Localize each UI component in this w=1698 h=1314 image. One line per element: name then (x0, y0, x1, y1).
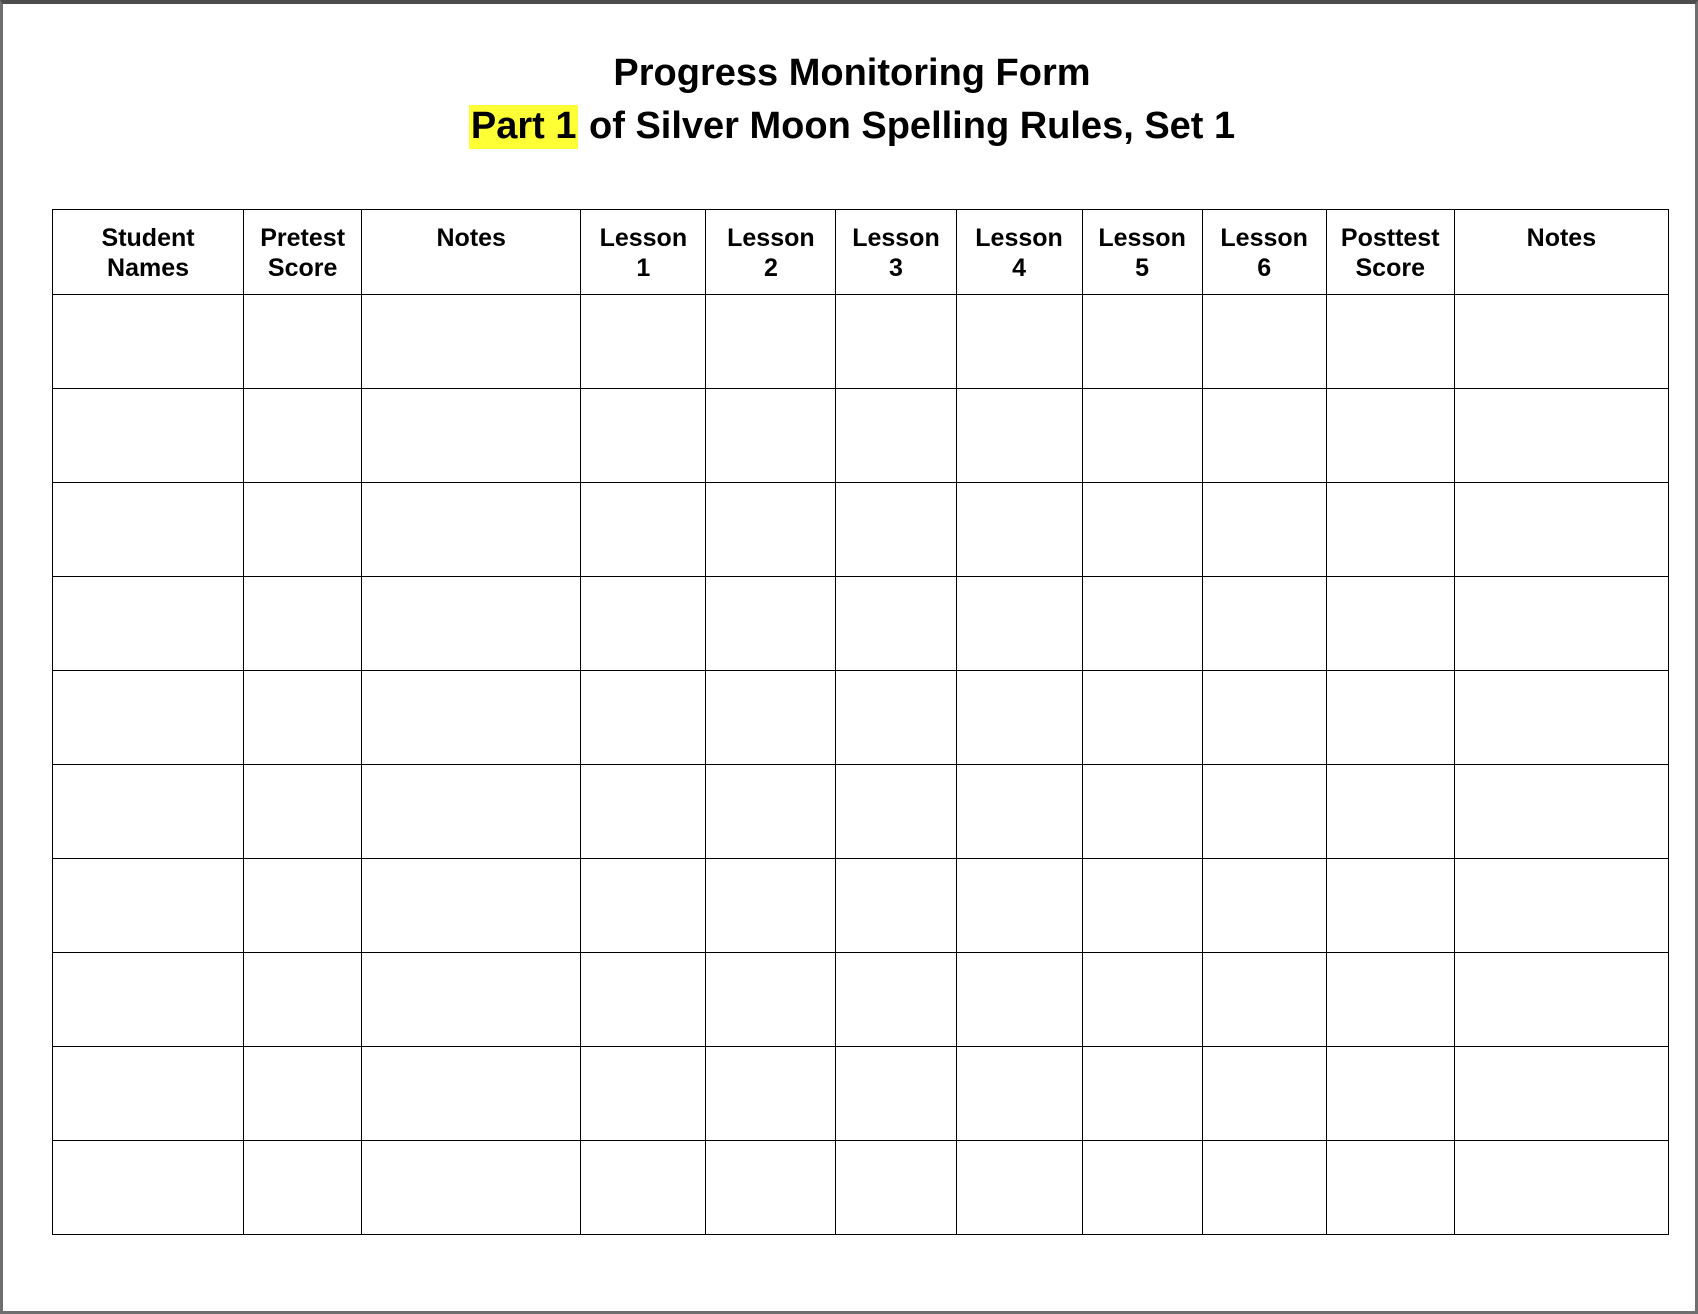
table-cell-student-names[interactable] (53, 671, 244, 765)
table-cell-lesson-2[interactable] (706, 1047, 836, 1141)
table-cell-lesson-1[interactable] (581, 577, 706, 671)
table-cell-pretest-score[interactable] (244, 1047, 362, 1141)
table-cell-posttest-score[interactable] (1326, 1141, 1454, 1235)
table-cell-posttest-score[interactable] (1326, 859, 1454, 953)
table-row (53, 859, 1669, 953)
table-cell-lesson-4[interactable] (956, 1141, 1082, 1235)
table-cell-lesson-4[interactable] (956, 389, 1082, 483)
table-cell-lesson-4[interactable] (956, 483, 1082, 577)
table-cell-lesson-1[interactable] (581, 1141, 706, 1235)
table-cell-lesson-6[interactable] (1202, 577, 1326, 671)
table-cell-lesson-5[interactable] (1082, 765, 1202, 859)
table-cell-lesson-4[interactable] (956, 1047, 1082, 1141)
table-cell-lesson-6[interactable] (1202, 1141, 1326, 1235)
column-header-text: Pretest (260, 224, 346, 252)
table-cell-lesson-5[interactable] (1082, 295, 1202, 389)
column-header-lesson-5 (1082, 210, 1202, 295)
table-cell-lesson-2[interactable] (706, 483, 836, 577)
table-cell-lesson-1[interactable] (581, 295, 706, 389)
table-cell-notes-1[interactable] (362, 1047, 581, 1141)
column-header-text: Lesson (852, 224, 940, 252)
table-cell-student-names[interactable] (53, 1047, 244, 1141)
column-header-text: Score (1355, 254, 1425, 282)
table-cell-posttest-score[interactable] (1326, 389, 1454, 483)
table-cell-posttest-score[interactable] (1326, 953, 1454, 1047)
table-row (53, 1047, 1669, 1141)
table-cell-lesson-6[interactable] (1202, 765, 1326, 859)
table-cell-lesson-6[interactable] (1202, 859, 1326, 953)
table-cell-lesson-5[interactable] (1082, 1047, 1202, 1141)
table-row (53, 1141, 1669, 1235)
table-row (53, 671, 1669, 765)
table-cell-notes-2[interactable] (1454, 765, 1668, 859)
table-cell-lesson-2[interactable] (706, 671, 836, 765)
table-cell-lesson-3[interactable] (836, 953, 956, 1047)
form-title: Progress Monitoring Form (613, 52, 1091, 94)
table-cell-lesson-5[interactable] (1082, 483, 1202, 577)
table-cell-student-names[interactable] (53, 765, 244, 859)
table-cell-notes-2[interactable] (1454, 671, 1668, 765)
table-cell-pretest-score[interactable] (244, 295, 362, 389)
column-header-student-names (53, 210, 244, 295)
table-cell-lesson-1[interactable] (581, 483, 706, 577)
column-header-text: 5 (1135, 254, 1150, 282)
table-cell-pretest-score[interactable] (244, 483, 362, 577)
table-cell-notes-2[interactable] (1454, 389, 1668, 483)
table-cell-lesson-3[interactable] (836, 483, 956, 577)
table-cell-lesson-3[interactable] (836, 389, 956, 483)
table-cell-lesson-5[interactable] (1082, 671, 1202, 765)
subtitle-rest: of Silver Moon Spelling Rules, Set 1 (578, 105, 1236, 147)
table-cell-lesson-6[interactable] (1202, 671, 1326, 765)
table-cell-pretest-score[interactable] (244, 765, 362, 859)
table-cell-lesson-3[interactable] (836, 671, 956, 765)
column-header-text: 2 (763, 254, 778, 282)
table-row (53, 483, 1669, 577)
table-cell-pretest-score[interactable] (244, 859, 362, 953)
table-row (53, 765, 1669, 859)
table-row (53, 953, 1669, 1047)
table-cell-posttest-score[interactable] (1326, 671, 1454, 765)
table-cell-posttest-score[interactable] (1326, 765, 1454, 859)
table-cell-lesson-4[interactable] (956, 671, 1082, 765)
table-cell-student-names[interactable] (53, 389, 244, 483)
table-cell-notes-1[interactable] (362, 389, 581, 483)
table-cell-notes-2[interactable] (1454, 295, 1668, 389)
table-cell-lesson-3[interactable] (836, 577, 956, 671)
table-cell-lesson-4[interactable] (956, 859, 1082, 953)
highlighted-part-label: Part 1 (470, 105, 577, 147)
table-cell-pretest-score[interactable] (244, 389, 362, 483)
column-header-lesson-4 (956, 210, 1082, 295)
table-cell-posttest-score[interactable] (1326, 1047, 1454, 1141)
table-cell-notes-1[interactable] (362, 859, 581, 953)
column-header-text: 3 (889, 254, 903, 282)
column-header-text: Lesson (1220, 224, 1308, 252)
table-cell-student-names[interactable] (53, 1141, 244, 1235)
table-cell-lesson-6[interactable] (1202, 953, 1326, 1047)
table-cell-pretest-score[interactable] (244, 577, 362, 671)
table-cell-pretest-score[interactable] (244, 1141, 362, 1235)
table-cell-notes-2[interactable] (1454, 859, 1668, 953)
table-cell-lesson-4[interactable] (956, 953, 1082, 1047)
table-cell-notes-2[interactable] (1454, 1047, 1668, 1141)
table-row (53, 389, 1669, 483)
column-header-text: Notes (1526, 224, 1597, 252)
table-cell-lesson-5[interactable] (1082, 859, 1202, 953)
table-cell-lesson-3[interactable] (836, 1047, 956, 1141)
table-cell-posttest-score[interactable] (1326, 577, 1454, 671)
table-cell-pretest-score[interactable] (244, 671, 362, 765)
table-cell-lesson-5[interactable] (1082, 953, 1202, 1047)
column-header-lesson-3 (836, 210, 956, 295)
table-cell-notes-2[interactable] (1454, 953, 1668, 1047)
table-cell-notes-2[interactable] (1454, 1141, 1668, 1235)
form-subtitle (3, 103, 1698, 149)
table-cell-student-names[interactable] (53, 859, 244, 953)
table-cell-lesson-5[interactable] (1082, 577, 1202, 671)
column-header-pretest-score (244, 210, 362, 295)
column-header-text: Lesson (975, 224, 1063, 252)
column-header-text: Student (101, 224, 195, 252)
table-cell-student-names[interactable] (53, 577, 244, 671)
table-cell-lesson-2[interactable] (706, 953, 836, 1047)
table-cell-lesson-1[interactable] (581, 671, 706, 765)
column-header-text: Names (107, 254, 190, 282)
table-cell-student-names[interactable] (53, 483, 244, 577)
table-cell-pretest-score[interactable] (244, 953, 362, 1047)
table-cell-lesson-4[interactable] (956, 765, 1082, 859)
column-header-notes-1 (362, 210, 581, 295)
table-cell-lesson-1[interactable] (581, 1047, 706, 1141)
table-cell-lesson-2[interactable] (706, 295, 836, 389)
table-cell-lesson-1[interactable] (581, 953, 706, 1047)
table-cell-notes-1[interactable] (362, 1141, 581, 1235)
table-cell-lesson-3[interactable] (836, 295, 956, 389)
table-cell-posttest-score[interactable] (1326, 295, 1454, 389)
table-cell-lesson-2[interactable] (706, 1141, 836, 1235)
column-header-text: Lesson (1098, 224, 1186, 252)
table-cell-lesson-6[interactable] (1202, 295, 1326, 389)
progress-monitoring-table (52, 209, 1669, 1235)
table-cell-lesson-6[interactable] (1202, 483, 1326, 577)
column-header-text: 1 (636, 254, 651, 282)
column-header-lesson-1 (581, 210, 706, 295)
table-cell-lesson-5[interactable] (1082, 389, 1202, 483)
table-row (53, 295, 1669, 389)
table-cell-notes-1[interactable] (362, 295, 581, 389)
table-cell-posttest-score[interactable] (1326, 483, 1454, 577)
table-row (53, 577, 1669, 671)
column-header-text: 4 (1012, 254, 1026, 282)
table-cell-lesson-1[interactable] (581, 765, 706, 859)
table-cell-lesson-6[interactable] (1202, 1047, 1326, 1141)
column-header-text: Lesson (727, 224, 815, 252)
table-cell-notes-1[interactable] (362, 577, 581, 671)
table-cell-student-names[interactable] (53, 295, 244, 389)
table-cell-lesson-4[interactable] (956, 295, 1082, 389)
table-cell-notes-1[interactable] (362, 765, 581, 859)
column-header-text: Posttest (1340, 224, 1440, 252)
table-cell-lesson-4[interactable] (956, 577, 1082, 671)
table-cell-lesson-2[interactable] (706, 765, 836, 859)
table-cell-lesson-3[interactable] (836, 765, 956, 859)
table-cell-notes-2[interactable] (1454, 577, 1668, 671)
column-header-text: Notes (436, 224, 506, 252)
table-body (53, 295, 1669, 1235)
column-header-text: 6 (1257, 254, 1272, 282)
table-header-row (53, 210, 1669, 295)
table-cell-lesson-2[interactable] (706, 859, 836, 953)
column-header-notes-2 (1454, 210, 1668, 295)
table-cell-lesson-2[interactable] (706, 389, 836, 483)
column-header-text: Score (267, 254, 338, 282)
table-cell-lesson-3[interactable] (836, 859, 956, 953)
table-cell-lesson-2[interactable] (706, 577, 836, 671)
table-cell-lesson-1[interactable] (581, 859, 706, 953)
table-cell-notes-1[interactable] (362, 671, 581, 765)
column-header-posttest-score (1326, 210, 1454, 295)
table-cell-lesson-1[interactable] (581, 389, 706, 483)
table-cell-student-names[interactable] (53, 953, 244, 1047)
column-header-text: Lesson (599, 224, 688, 252)
table-cell-notes-2[interactable] (1454, 483, 1668, 577)
column-header-lesson-6 (1202, 210, 1326, 295)
column-header-lesson-2 (706, 210, 836, 295)
table-cell-lesson-5[interactable] (1082, 1141, 1202, 1235)
table-cell-notes-1[interactable] (362, 483, 581, 577)
table-cell-lesson-6[interactable] (1202, 389, 1326, 483)
table-cell-lesson-3[interactable] (836, 1141, 956, 1235)
table-cell-notes-1[interactable] (362, 953, 581, 1047)
